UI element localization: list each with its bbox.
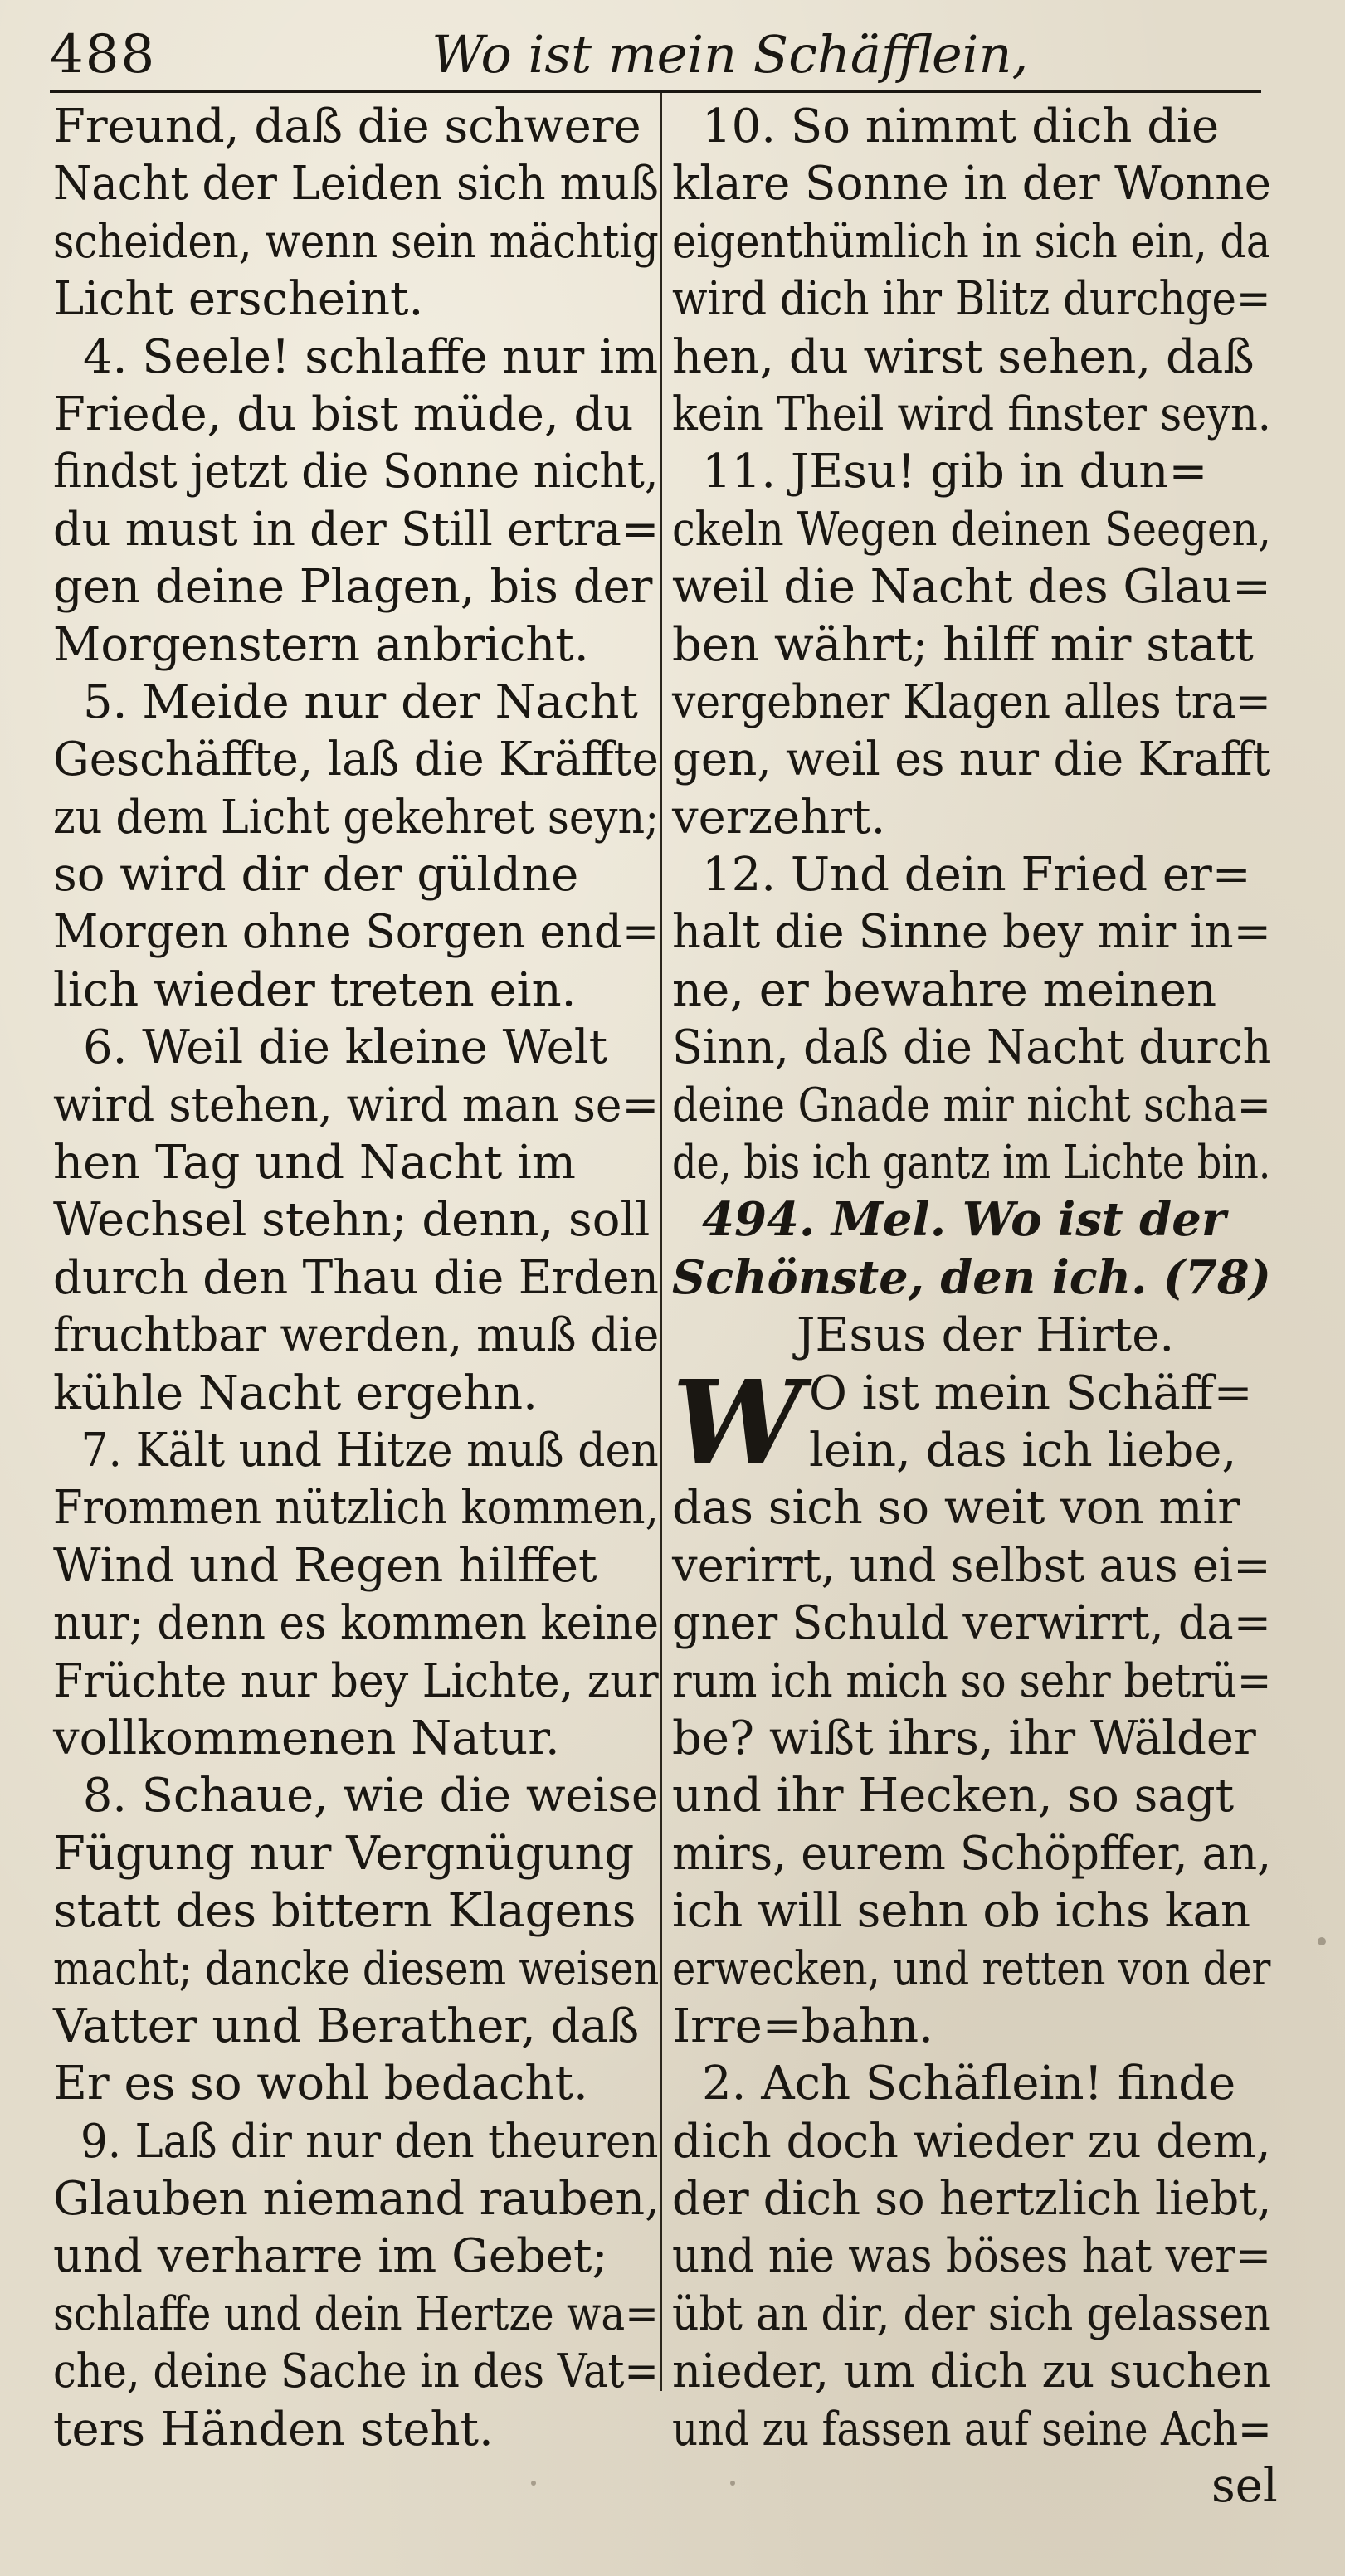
text-line: klare Sonne in der Wonne bbox=[672, 157, 1272, 212]
text-line: gen deine Plagen, bis der bbox=[53, 560, 653, 615]
paper-speck bbox=[1318, 1937, 1326, 1945]
text-line: Licht erscheint. bbox=[53, 272, 424, 327]
text-line: Morgen ohne Sorgen end= bbox=[53, 905, 660, 960]
text-line: nur; denn es kommen keine bbox=[53, 1596, 660, 1651]
text-line: rum ich mich so sehr betrü= bbox=[672, 1653, 1272, 1708]
text-line: 5. Meide nur der Nacht bbox=[83, 674, 638, 729]
text-line: zu dem Licht gekehret seyn; bbox=[53, 790, 660, 845]
text-line: Wechsel stehn; denn, soll bbox=[53, 1193, 651, 1248]
text-line: verzehrt. bbox=[672, 790, 886, 845]
text-line: verirrt, und selbst aus ei= bbox=[672, 1538, 1271, 1593]
text-line: Freund, daß die schwere bbox=[53, 100, 641, 153]
text-line: mirs, eurem Schöpffer, an, bbox=[672, 1826, 1272, 1881]
text-line: deine Gnade mir nicht scha= bbox=[672, 1078, 1271, 1132]
text-line: Irre=bahn. bbox=[672, 1999, 933, 2053]
text-line: findst jetzt die Sonne nicht, bbox=[53, 445, 659, 499]
text-line: und ihr Hecken, so sagt bbox=[672, 1769, 1235, 1824]
left-column bbox=[53, 98, 659, 2458]
text-line: Frommen nützlich kommen, bbox=[53, 1481, 659, 1536]
text-line: du must in der Still ertra= bbox=[53, 502, 660, 557]
text-line: O ist mein Schäff= bbox=[809, 1366, 1253, 1420]
text-line: Friede, du bist müde, du bbox=[53, 387, 634, 441]
text-line: Glauben niemand rauben, bbox=[53, 2172, 660, 2227]
text-line: ters Händen steht. bbox=[53, 2402, 494, 2457]
text-line: schlaffe und dein Hertze wa= bbox=[53, 2286, 659, 2341]
text-line: ben währt; hilff mir statt bbox=[672, 617, 1254, 672]
text-line: 6. Weil die kleine Welt bbox=[83, 1020, 608, 1075]
text-line: gen, weil es nur die Krafft bbox=[672, 733, 1271, 787]
hymn-title: 494. Mel. Wo ist der bbox=[702, 1192, 1226, 1248]
text-line: de, bis ich gantz im Lichte bin. bbox=[672, 1136, 1271, 1191]
text-line: ckeln Wegen deinen Seegen, bbox=[672, 502, 1271, 557]
text-line: kühle Nacht ergehn. bbox=[53, 1366, 538, 1420]
text-line: scheiden, wenn sein mächtig bbox=[53, 214, 659, 269]
text-line: das sich so weit von mir bbox=[672, 1481, 1240, 1536]
text-line: 7. Kält und Hitze muß den bbox=[80, 1423, 659, 1478]
hymn-opening bbox=[672, 1355, 1271, 1492]
text-line: be? wißt ihrs, ihr Wälder bbox=[672, 1711, 1256, 1765]
text-line: eigenthümlich in sich ein, da bbox=[672, 214, 1271, 269]
text-line: ich will sehn ob ichs kan bbox=[672, 1884, 1251, 1939]
text-line: Morgenstern anbricht. bbox=[53, 617, 589, 672]
paper-speck bbox=[730, 2481, 735, 2486]
drop-cap: W bbox=[672, 1355, 803, 1492]
text-line: Vatter und Berather, daß bbox=[53, 1999, 640, 2053]
text-line: 2. Ach Schäflein! finde bbox=[702, 2057, 1236, 2111]
text-line: 12. Und dein Fried er= bbox=[702, 848, 1251, 903]
text-line: Fügung nur Vergnügung bbox=[53, 1826, 635, 1881]
catchword: sel bbox=[1211, 2459, 1278, 2513]
right-column bbox=[672, 98, 1271, 2458]
text-line: Nacht der Leiden sich muß bbox=[53, 157, 659, 212]
text-line: 4. Seele! schlaffe nur im bbox=[83, 329, 659, 384]
text-line: und verharre im Gebet; bbox=[53, 2229, 608, 2284]
text-line: vergebner Klagen alles tra= bbox=[672, 674, 1271, 729]
text-line: wird stehen, wird man se= bbox=[53, 1078, 660, 1132]
hymn-subtitle: JEsus der Hirte. bbox=[797, 1308, 1175, 1363]
page-number: 488 bbox=[50, 24, 157, 85]
text-line: 9. Laß dir nur den theuren bbox=[80, 2114, 659, 2169]
text-line: Geschäffte, laß die Kräffte bbox=[53, 733, 659, 787]
text-line: vollkommenen Natur. bbox=[53, 1711, 560, 1765]
text-line: statt des bittern Klagens bbox=[53, 1884, 636, 1939]
running-title: Wo ist mein Schäfflein, bbox=[431, 24, 1029, 85]
hymn-title-continued: Schönste, den ich. (78) bbox=[672, 1249, 1271, 1305]
text-line: 10. So nimmt dich die bbox=[702, 100, 1220, 153]
text-line: Früchte nur bey Lichte, zur bbox=[53, 1653, 659, 1708]
header-rule bbox=[50, 90, 1261, 93]
text-line: dich doch wieder zu dem, bbox=[672, 2114, 1271, 2169]
text-line: der dich so hertzlich liebt, bbox=[672, 2172, 1272, 2227]
page-header bbox=[50, 15, 1261, 91]
column-divider bbox=[660, 93, 662, 2391]
text-line: so wird dir der güldne bbox=[53, 848, 579, 903]
text-line: übt an dir, der sich gelassen bbox=[672, 2286, 1271, 2341]
text-line: und nie was böses hat ver= bbox=[672, 2229, 1271, 2284]
text-line: Sinn, daß die Nacht durch bbox=[672, 1020, 1272, 1075]
text-line: 11. JEsu! gib in dun= bbox=[702, 445, 1208, 499]
text-line: 8. Schaue, wie die weise bbox=[82, 1769, 659, 1824]
text-line: nieder, um dich zu suchen bbox=[672, 2345, 1272, 2399]
text-line: che, deine Sache in des Vat= bbox=[53, 2345, 659, 2399]
text-line: fruchtbar werden, muß die bbox=[53, 1308, 660, 1363]
text-line: hen Tag und Nacht im bbox=[53, 1136, 577, 1191]
text-line: lein, das ich liebe, bbox=[809, 1423, 1237, 1478]
text-line: weil die Nacht des Glau= bbox=[672, 560, 1271, 615]
text-line: Er es so wohl bedacht. bbox=[53, 2057, 588, 2111]
text-line: Wind und Regen hilffet bbox=[53, 1538, 597, 1593]
text-line: durch den Thau die Erden bbox=[53, 1250, 659, 1305]
text-line: wird dich ihr Blitz durchge= bbox=[672, 272, 1271, 327]
paper-speck bbox=[531, 2481, 536, 2486]
text-line: ne, er bewahre meinen bbox=[672, 962, 1217, 1017]
text-line: erwecken, und retten von der bbox=[672, 1941, 1271, 1996]
text-line: halt die Sinne bey mir in= bbox=[672, 905, 1271, 960]
text-line: hen, du wirst sehen, daß bbox=[672, 329, 1255, 384]
text-line: gner Schuld verwirrt, da= bbox=[672, 1596, 1272, 1651]
text-line: macht; dancke diesem weisen bbox=[53, 1941, 660, 1996]
text-line: und zu fassen auf seine Ach= bbox=[672, 2402, 1272, 2457]
text-line: lich wieder treten ein. bbox=[53, 962, 577, 1017]
text-line: kein Theil wird finster seyn. bbox=[672, 387, 1271, 441]
